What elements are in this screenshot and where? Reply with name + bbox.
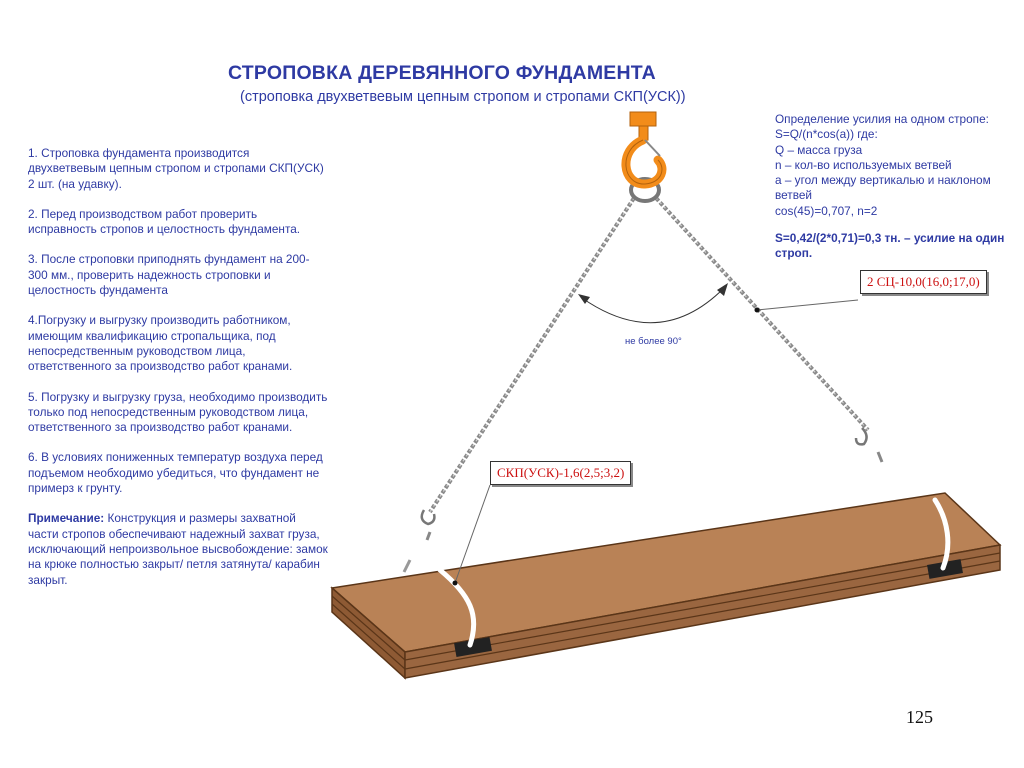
page-subtitle: (строповка двухветвевым цепным стропом и стропами СКП(УСК)) xyxy=(240,89,686,105)
angle-arc xyxy=(578,283,728,323)
formula-values: cos(45)=0,707, n=2 xyxy=(775,203,878,218)
page-title: СТРОПОВКА ДЕРЕВЯННОГО ФУНДАМЕНТА xyxy=(228,62,656,84)
instruction-item: 4.Погрузку и выгрузку производить работником, имеющим квалификацию стропальщика, под непосредственным руководством лица, ответственного за производство работ кранами. xyxy=(28,313,293,374)
note-label: Примечание: xyxy=(28,511,105,526)
loop-sling-label: СКП(УСК)-1,6(2,5;3,2) xyxy=(490,461,631,485)
formula-a-definition: a – угол между вертикалью и наклоном xyxy=(775,173,991,188)
chain-pointer-dot xyxy=(755,308,760,313)
angle-label: не более 90° xyxy=(625,336,682,347)
crane-hook-icon xyxy=(626,112,662,184)
chain-sling-label: 2 СЦ-10,0(16,0;17,0) xyxy=(860,270,987,294)
instruction-item: 6. В условиях пониженных температур воздуха перед подъемом необходимо убедиться, что фундамент не примерз к грунту. xyxy=(28,450,323,496)
formula-a-definition-cont: ветвей xyxy=(775,188,812,203)
formula-equation: S=Q/(n*cos(a)) где: xyxy=(775,127,878,142)
note-text: Конструкция и размеры захватной части стропов обеспечивают надежный захват груза, исключающий непроизвольное высвобождение: замок на крюке полностью закрыт/ петля затянута/ карабин закрыт. xyxy=(28,511,328,587)
instruction-item: 5. Погрузку и выгрузку груза, необходимо производить только под непосредственным руководством лица, ответственного за производство работ кранами. xyxy=(28,389,328,435)
formula-q-definition: Q – масса груза xyxy=(775,142,863,157)
formula-heading: Определение усилия на одном стропе: xyxy=(775,112,989,126)
formula-result: S=0,42/(2*0,71)=0,3 тн. – усилие на один строп. xyxy=(775,231,1005,261)
sling-pointer-dot xyxy=(453,581,458,586)
instruction-item: 3. После строповки приподнять фундамент на 200-300 мм., проверить надежность строповки и целостность фундамента xyxy=(28,252,310,298)
instruction-item: 1. Строповка фундамента производится двухветвевым цепным стропом и стропами СКП(УСК) 2 шт. (на удавку). xyxy=(28,146,324,191)
formula-n-definition: n – кол-во используемых ветвей xyxy=(775,157,952,172)
instruction-item: 2. Перед производством работ проверить исправность стропов и целостность фундамента. xyxy=(28,206,301,237)
page-number: 125 xyxy=(906,707,933,727)
